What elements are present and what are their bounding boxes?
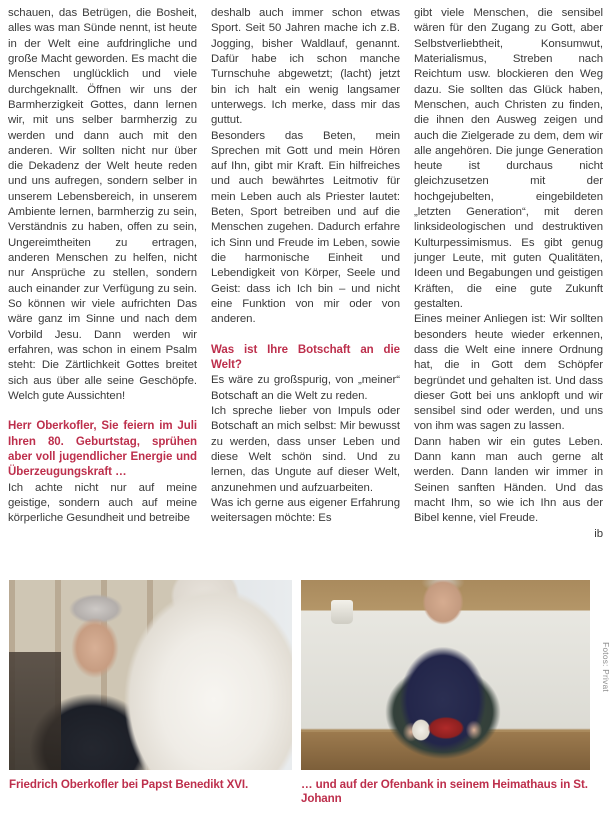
- photo-block-right: [301, 580, 590, 806]
- photo-block-left: [9, 580, 292, 792]
- interview-question-heading: Was ist Ihre Botschaft an die Welt?: [211, 343, 400, 372]
- paragraph: gibt viele Menschen, die sensibel wären für den Zugang zu Gott, aber Selbstverliebtheit, Konsumwut, Materialismus, Streben nach Reichtum usw. blockieren den Weg dazu. Sie sollten das Glück haben, Menschen, auch Christen zu finden, die ihnen den Ausweg zeigen und auch die Zielgerade zu dem, dem wir alle angehören. Die junge Generation heute ist durchaus nicht gleichzusetzen mit der hochgejubelten, eingebildeten „letzten Generation“, mit deren linksideologischen und destruktiven Kulturpessimismus. Es gibt genug junger Leute, mit guten Qualitäten, Ideen und Begabungen und geistigen Kräften, die eine gute Zukunft gestalten.: [414, 7, 603, 310]
- photo-oberkofler-on-bench: [301, 580, 590, 770]
- paragraph: Dann haben wir ein gutes Leben. Dann kann man auch gerne alt werden. Dann landen wir immer in Seinen sanften Händen. Und das macht Ihm, so wie ich Ihn aus der Bibel kenne, viel Freude.: [414, 435, 603, 525]
- photo-oberkofler-with-pope: [9, 580, 292, 770]
- photo-image: [9, 580, 292, 770]
- photo-image: [301, 580, 590, 770]
- text-column-2: [211, 6, 400, 578]
- paragraph: Besonders das Beten, mein Sprechen mit Gott und mein Hören auf Ihn, gibt mir Kraft. Ein hilfreiches und auch bewährtes Leitmotiv für mein Leben auch als Priester lautet: Beten, Sport betreiben und auf die Menschen zugehen. Dadurch erfahre ich Sinn und Freude im Leben, sowie die harmonische Einheit und Lebendigkeit von Körper, Seele und Geist: dass ich Ich bin – und nicht eine Funktion von mir oder von anderen.: [211, 129, 400, 326]
- photo-strip: [0, 580, 611, 821]
- paragraph: Ich achte nicht nur auf meine geistige, sondern auch auf meine körperliche Gesundheit und betreibe: [8, 481, 197, 525]
- paragraph: Ich spreche lieber von Impuls oder Botschaft an mich selbst: Mir bewusst zu werden, dass unser Leben und diese Welt schön sind. Und zu lernen, das Ungute auf dieser Welt, anzunehmen und aufzuarbeiten.: [211, 405, 400, 494]
- paragraph: deshalb auch immer schon etwas Sport. Seit 50 Jahren mache ich z.B. Jogging, bisher Waldlauf, genannt. Dafür habe ich schon manche Turnschuhe abgewetzt; (lacht) jetzt bin ich halt ein wenig langsamer unterwegs. Ich merke, dass mir das guttut.: [211, 7, 400, 127]
- author-initials: ib: [594, 527, 603, 540]
- text-column-3: [414, 6, 603, 578]
- photo-caption-left: Friedrich Oberkofler bei Papst Benedikt XVI.: [9, 778, 249, 791]
- paragraph: Was ich gerne aus eigener Erfahrung weitersagen möchte: Es: [211, 496, 400, 525]
- interview-question-heading: Herr Oberkofler, Sie feiern im Juli Ihren 80. Geburtstag, sprühen aber voll jugendlicher Energie und Überzeugungskraft …: [8, 420, 197, 479]
- photo-caption-right: … und auf der Ofenbank in seinem Heimathaus in St. Johann: [301, 778, 588, 805]
- text-column-1: [8, 6, 197, 578]
- photo-credit: Fotos: Privat: [601, 642, 610, 692]
- paragraph: Eines meiner Anliegen ist: Wir sollten besonders heute wieder erkennen, dass die Welt eine innere Ordnung hat, die in Gott dem Schöpfer begründet und gehalten ist. Und dass dieser Gott bei uns anklopft und wir sensibel sind oder werden, und uns von ihm was sagen zu lassen.: [414, 313, 603, 433]
- paragraph: schauen, das Betrügen, die Bosheit, alles was man Sünde nennt, ist heute in der Welt eine aufdringliche und große Macht geworden. Es macht die Menschen unglücklich und viele durchgeknallt. Öffnen wir uns der Barmherzigkeit Gottes, dann lernen wir, mit uns selber barmherzig zu werden und dann auch mit den anderen. Wir sollten nicht nur über die Dekadenz der Welt heute reden und uns aufregen, sondern selber in unserem Lebensbereich, in unserem Ambiente lernen, barmherzig zu sein, Verständnis zu haben, offen zu sein, Ungereimtheiten zu ertragen, anderen Menschen zu helfen, nicht nur Ansprüche zu stellen, sondern auch einander zur Verfügung zu sein. So können wir viele aufrichten Das wäre ganz im Sinne und nach dem Vorbild Jesu. Dann werden wir erfahren, was schon in einem Psalm steht: Die Zärtlichkeit Gottes breitet sich aus über alle seine Geschöpfe. Welch gute Aussichten!: [8, 7, 197, 402]
- paragraph: Es wäre zu großspurig, von „meiner“ Botschaft an die Welt zu reden.: [211, 374, 400, 402]
